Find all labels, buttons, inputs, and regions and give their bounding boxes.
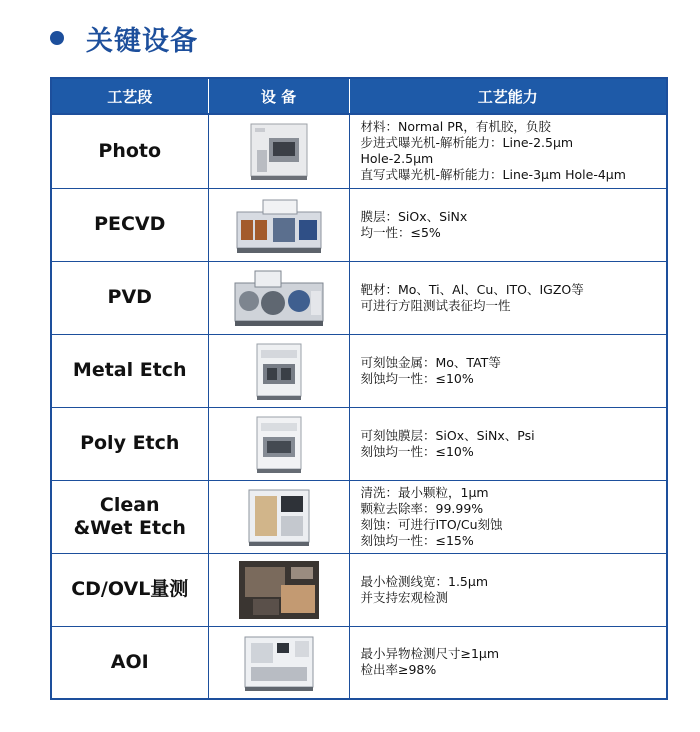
- pecvd-machine-icon: [233, 194, 325, 256]
- capability-cell: [349, 626, 667, 699]
- capability-cell: [349, 480, 667, 553]
- equipment-table: [50, 77, 668, 700]
- capability-cell: [349, 553, 667, 626]
- stage-cell: Photo: [51, 114, 208, 188]
- capability-line: 刻蚀：可进行ITO/Cu刻蚀: [360, 516, 503, 532]
- cd-ovl-metrology-icon: [233, 559, 325, 621]
- capability-cell: [349, 407, 667, 480]
- page-title: 关键设备: [86, 25, 198, 57]
- table-header-row: [51, 78, 667, 114]
- capability-line: 靶材：Mo、Ti、Al、Cu、ITO、IGZO等: [360, 281, 584, 297]
- table-row: [51, 261, 667, 334]
- capability-line: 并支持宏观检测: [360, 589, 449, 605]
- capability-line: 颗粒去除率：99.99%: [360, 500, 484, 516]
- capability-line: Hole-2.5μm: [360, 151, 434, 167]
- photolithography-machine-icon: [233, 120, 325, 182]
- capability-line: 步进式曝光机-解析能力：Line-2.5μm: [360, 135, 574, 151]
- poly-etch-machine-icon: [233, 413, 325, 475]
- capability-cell: [349, 334, 667, 407]
- capability-line: 刻蚀均一性：≤10%: [360, 443, 474, 459]
- metal-etch-machine-icon: [233, 340, 325, 402]
- title-row: [50, 18, 198, 58]
- capability-line: 清洗：最小颗粒，1μm: [360, 484, 489, 500]
- bullet-dot-icon: [50, 31, 64, 45]
- stage-cell: AOI: [51, 626, 208, 699]
- stage-cell: Poly Etch: [51, 407, 208, 480]
- capability-line: 直写式曝光机-解析能力：Line-3μm Hole-4μm: [360, 167, 626, 183]
- capability-line: 刻蚀均一性：≤10%: [360, 370, 474, 386]
- capability-line: 膜层：SiOx、SiNx: [360, 208, 468, 224]
- capability-line: 材料：Normal PR，有机胶，负胶: [360, 119, 551, 135]
- stage-cell: PECVD: [51, 188, 208, 261]
- capability-line: 可进行方阻测试表征均一性: [360, 297, 511, 313]
- capability-line: 检出率≥98%: [360, 662, 437, 678]
- capability-cell: [349, 261, 667, 334]
- pvd-machine-icon: [233, 267, 325, 329]
- table-row: [51, 188, 667, 261]
- table-row: [51, 553, 667, 626]
- table-row: [51, 407, 667, 480]
- capability-line: 刻蚀均一性：≤15%: [360, 532, 474, 548]
- table-row: [51, 480, 667, 553]
- stage-cell: PVD: [51, 261, 208, 334]
- table-row: [51, 334, 667, 407]
- capability-line: 最小异物检测尺寸≥1μm: [360, 646, 500, 662]
- wet-etch-machine-icon: [233, 486, 325, 548]
- stage-cell: Clean &Wet Etch: [51, 480, 208, 553]
- capability-line: 均一性：≤5%: [360, 224, 441, 240]
- header-equipment: 设 备: [208, 78, 349, 114]
- capability-line: 可刻蚀金属：Mo、TAT等: [360, 354, 501, 370]
- capability-cell: [349, 114, 667, 188]
- stage-cell: Metal Etch: [51, 334, 208, 407]
- header-capability: 工艺能力: [349, 78, 667, 114]
- table-row: [51, 626, 667, 699]
- table-row: [51, 114, 667, 188]
- aoi-machine-icon: [233, 631, 325, 693]
- capability-line: 最小检测线宽：1.5μm: [360, 573, 489, 589]
- capability-line: 可刻蚀膜层：SiOx、SiNx、Psi: [360, 427, 535, 443]
- header-stage: 工艺段: [51, 78, 208, 114]
- capability-cell: [349, 188, 667, 261]
- stage-cell: CD/OVL量测: [51, 553, 208, 626]
